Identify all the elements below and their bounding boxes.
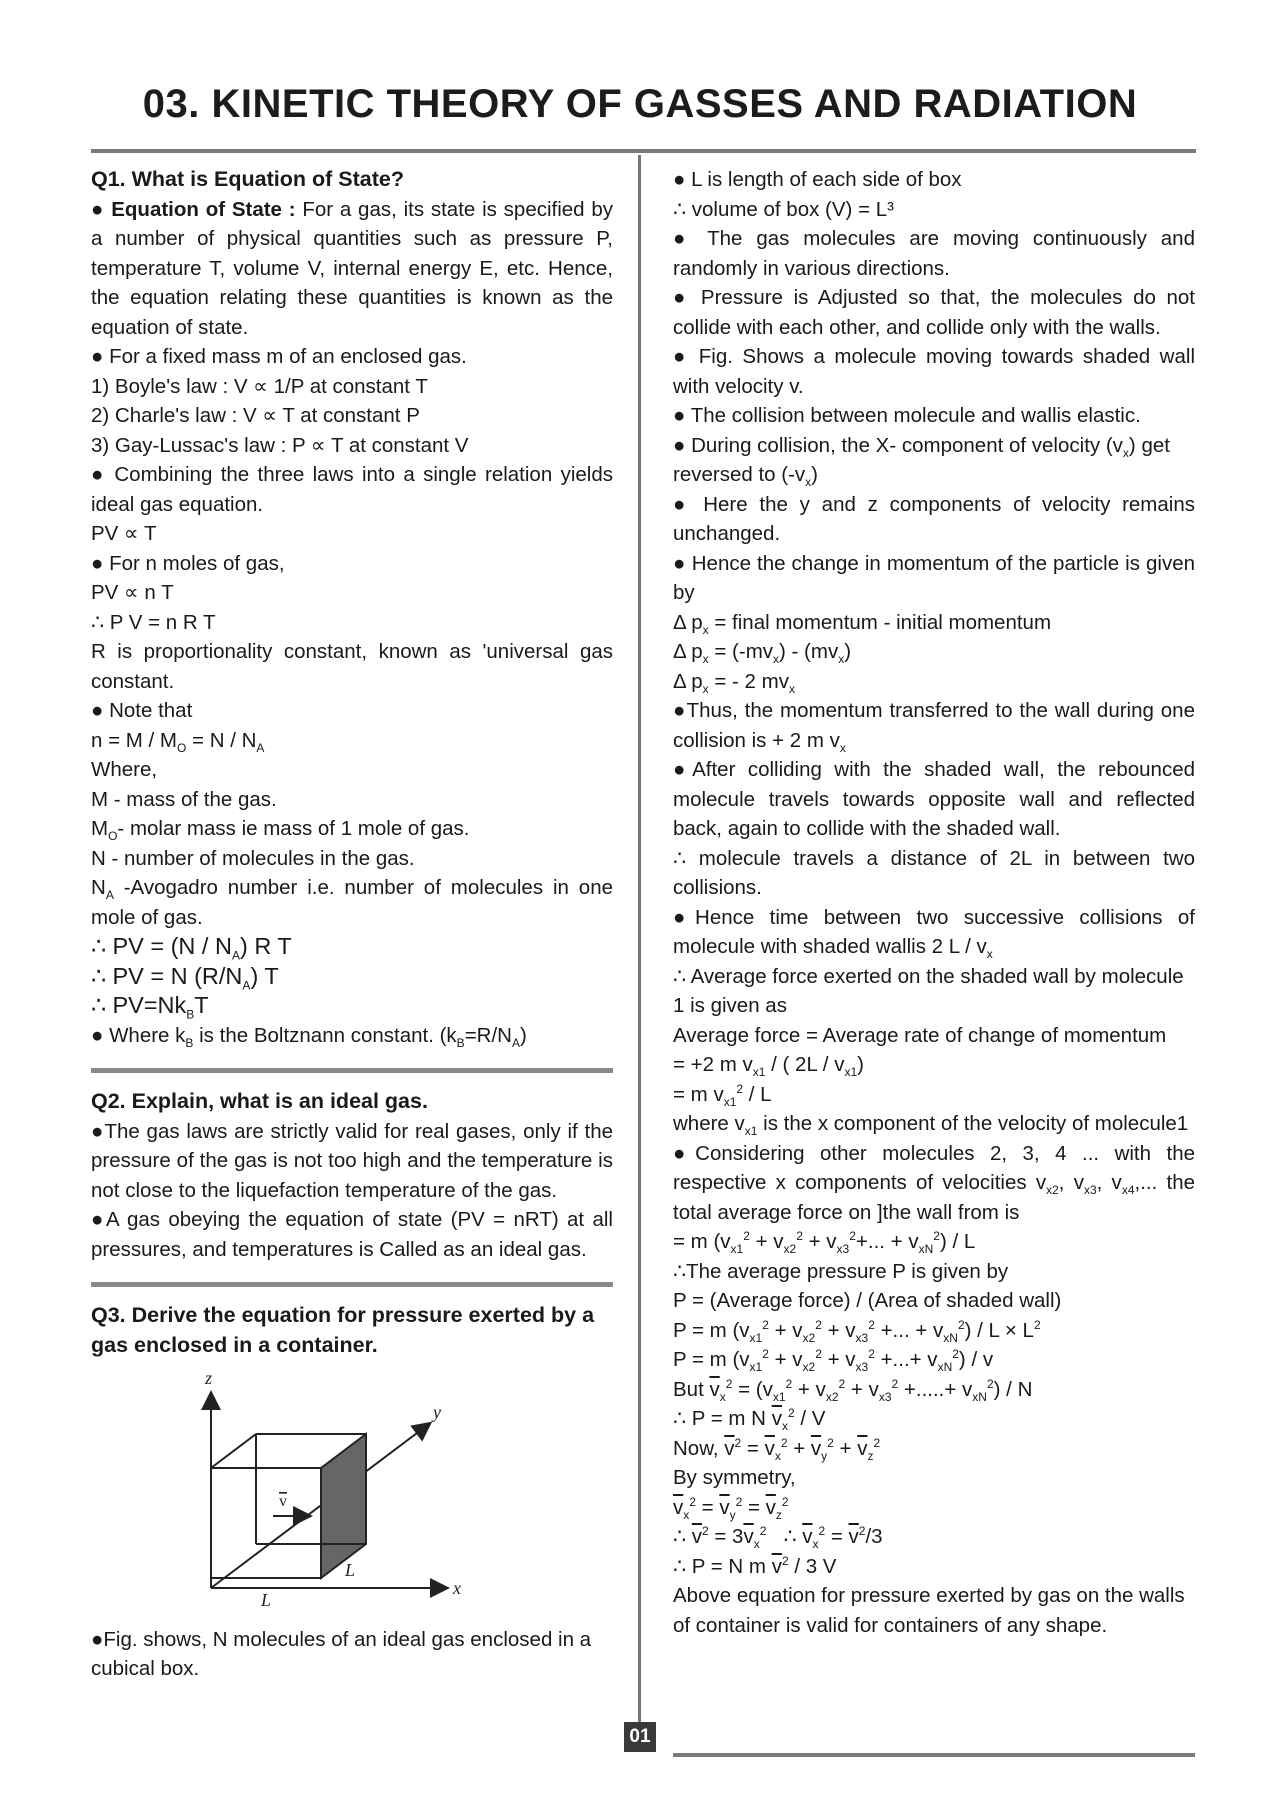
r-line-11: ●Thus, the momentum transferred to the wall during one collision is + 2 m $v_x$ bbox=[673, 699, 1195, 755]
bottom-divider bbox=[673, 1753, 1195, 1757]
cube-diagram bbox=[161, 1366, 491, 1606]
label-l-bottom: L bbox=[261, 1590, 272, 1606]
label-v: v bbox=[279, 1493, 287, 1510]
r-line-9: ● Hence the change in momentum of the particle is given by bbox=[673, 551, 1195, 604]
r-force-1: = +2 m $v_{x1}$ / ( $2L / v_{x1}$) bbox=[673, 1053, 864, 1080]
q1-m0-def: $M_O-$ molar mass ie mass of 1 mole of gas. bbox=[91, 817, 470, 844]
r-line-18: ●Considering other molecules 2, 3, 4 ... with the respective x components of velocities $v_{x2}$, $v_{x3}$, $v_{x4}$,... the total average force on ]the wall from is bbox=[673, 1141, 1195, 1224]
r-line-3: ● The gas molecules are moving continuously and randomly in various directions. bbox=[673, 227, 1195, 280]
r-line-1: ● L is length of each side of box bbox=[673, 168, 962, 191]
r-eq-total: = m ($v_{x1}^2 + v_{x2}^2 + v_{x3}^2+$... + $v_{xN}^2$) / L bbox=[673, 1229, 976, 1257]
q1-pv-nrt: ∴ P V = n R T bbox=[91, 610, 216, 634]
q1-law1: 1) Boyle's law : V ∝ 1/P at constant T bbox=[91, 374, 428, 398]
q1-where: Where, bbox=[91, 758, 158, 781]
r-line-7: ● During collision, the X- component of velocity $(v_x)$ get reversed to $(-v_x)$ bbox=[673, 433, 1170, 490]
r-line-22: Above equation for pressure exerted by gas on the walls of container is valid for containers of any shape. bbox=[673, 1584, 1185, 1637]
section-divider bbox=[91, 1068, 613, 1073]
q1-n-def: N - number of molecules in the gas. bbox=[91, 846, 415, 870]
q1-eq2: ∴ PV = N $(R/N_A)$ T bbox=[91, 962, 279, 993]
label-z: z bbox=[205, 1368, 213, 1388]
q1-note: ● Note that bbox=[91, 699, 193, 722]
r-eq-sym: $\overline{v}_x^2 = \overline{v}_y^2 = \overline{v}_z^2$ bbox=[673, 1494, 789, 1522]
label-x: x bbox=[453, 1578, 461, 1598]
q1-r-text: R is proportionality constant, known as 'universal gas constant. bbox=[91, 640, 613, 693]
q2-heading: Q2. Explain, what is an ideal gas. bbox=[91, 1089, 428, 1113]
q1-na-def: $N_A$ -Avogadro number i.e. number of molecules in one mole of gas. bbox=[91, 876, 613, 929]
r-line-15: ∴ Average force exerted on the shaded wall by molecule 1 is given as bbox=[673, 964, 1184, 1017]
r-line-16: Average force = Average rate of change of momentum bbox=[673, 1023, 1167, 1047]
q3-heading: Q3. Derive the equation for pressure exerted by a gas enclosed in a container. bbox=[91, 1303, 595, 1357]
q2-p2: ●A gas obeying the equation of state (PV = nRT) at all pressures, and temperatures is Called as an ideal gas. bbox=[91, 1208, 613, 1261]
title-divider bbox=[91, 149, 1196, 153]
page-number: 01 bbox=[624, 1722, 656, 1752]
r-line-4: ● Pressure is Adjusted so that, the molecules do not collide with each other, and collide only with the walls. bbox=[673, 286, 1195, 339]
r-dp-2: Δ $p_x = (-mv_x) - (mv_x)$ bbox=[673, 640, 852, 667]
q1-fixed-mass: ● For a fixed mass m of an enclosed gas. bbox=[91, 345, 467, 368]
q1-law3: 3) Gay-Lussac's law : P ∝ T at constant V bbox=[91, 433, 469, 457]
q1-boltzmann: ● Where $k_B$ is the Boltznann constant. $(k_B=R/N_A)$ bbox=[91, 1023, 527, 1050]
r-eq-now: Now, $\overline{v}^2 = \overline{v}_x^2 + \overline{v}_y^2 + \overline{v}_z^2$ bbox=[673, 1435, 881, 1463]
q1-n-formula: $n = M / M_O = N / N_A$ bbox=[91, 728, 265, 755]
q1-pv-prop-nt: PV ∝ n T bbox=[91, 581, 174, 604]
r-line-19: ∴The average pressure P is given by bbox=[673, 1259, 1009, 1283]
page-title: 03. KINETIC THEORY OF GASSES AND RADIATION bbox=[142, 82, 1138, 126]
r-line-6: ● The collision between molecule and wallis elastic. bbox=[673, 404, 1141, 427]
r-line-13: ∴ molecule travels a distance of 2L in between two collisions. bbox=[673, 846, 1195, 899]
q1-law2: 2) Charle's law : V ∝ T at constant P bbox=[91, 404, 420, 427]
label-y: y bbox=[433, 1402, 441, 1422]
r-eq-final: ∴ P = N m $\overline{v}^2 / 3$ V bbox=[673, 1553, 837, 1578]
q1-pv-prop-t: PV ∝ T bbox=[91, 522, 157, 545]
q3-fig-caption: ●Fig. shows, N molecules of an ideal gas enclosed in a cubical box. bbox=[91, 1627, 592, 1680]
r-eq-3v: ∴ $\overline{v}^2 = 3\overline{v}_x^2$ ∴ $\overline{v}_x^2 = \overline{v}^2/3$ bbox=[673, 1524, 883, 1552]
r-line-2: ∴ volume of box (V) = L³ bbox=[673, 197, 894, 221]
r-line-8: ● Here the y and z components of velocity remains unchanged. bbox=[673, 492, 1195, 545]
r-line-21: By symmetry, bbox=[673, 1466, 796, 1489]
section-divider bbox=[91, 1282, 613, 1287]
q1-n-moles: ● For n moles of gas, bbox=[91, 551, 285, 575]
r-eq-p2: P = m ($v_{x1}^2 + v_{x2}^2 + v_{x3}^2$ +...+ $v_{xN}^2$) / v bbox=[673, 1347, 994, 1375]
r-dp-3: Δ $p_x$ = - 2 $mv_x$ bbox=[673, 669, 795, 696]
right-column bbox=[673, 165, 1195, 1640]
r-eq-p1: P = m ($v_{x1}^2 + v_{x2}^2 + v_{x3}^2$ +... + $v_{xN}^2) / L \times L^2$ bbox=[673, 1317, 1041, 1345]
left-column bbox=[91, 165, 613, 1684]
r-dp-1: Δ $p_x$ = final momentum - initial momentum bbox=[673, 610, 1052, 637]
r-eq-p3: ∴ P = m N $\overline{v}_x^2$ / V bbox=[673, 1406, 826, 1434]
r-line-5: ● Fig. Shows a molecule moving towards shaded wall with velocity v. bbox=[673, 345, 1195, 398]
q1-eq1: ∴ PV = $(N / N_A)$ R T bbox=[91, 933, 292, 963]
column-divider bbox=[638, 155, 641, 1733]
shaded-wall bbox=[321, 1434, 366, 1578]
r-line-20: P = (Average force) / (Area of shaded wall) bbox=[673, 1289, 1062, 1312]
q1-m-def: M - mass of the gas. bbox=[91, 787, 277, 811]
q1-combining: ● Combining the three laws into a single relation yields ideal gas equation. bbox=[91, 463, 613, 516]
r-line-17: where $v_{x1}$ is the x component of the velocity of molecule1 bbox=[673, 1112, 1189, 1139]
r-line-12: ●After colliding with the shaded wall, the rebounced molecule travels towards opposite wall and reflected back, again to collide with the shaded wall. bbox=[673, 758, 1195, 840]
r-eq-but: But $\overline{v}_x^2 = (v_{x1}^2 + v_{x2}^2 + v_{x3}^2$ +.....+ $v_{xN}^2$) / N bbox=[673, 1376, 1033, 1404]
r-line-14: ●Hence time between two successive collisions of molecule with shaded wallis 2 L / $v_x$ bbox=[673, 905, 1195, 962]
q1-definition: ● Equation of State : For a gas, its state is specified by a number of physical quantities such as pressure P, temperature T, volume V, internal energy E, etc. Hence, the equation relating these quantities is known as the equation of state. bbox=[91, 197, 614, 339]
r-force-2: = m $v_{x1}^2$ / L bbox=[673, 1081, 772, 1109]
q1-eq3: ∴ $PV=Nk_BT$ bbox=[91, 992, 209, 1022]
label-l-side: L bbox=[345, 1560, 356, 1580]
q1-heading: Q1. What is Equation of State? bbox=[91, 167, 404, 191]
q2-p1: ●The gas laws are strictly valid for real gases, only if the pressure of the gas is not too high and the temperature is not close to the liquefaction temperature of the gas. bbox=[91, 1119, 613, 1202]
